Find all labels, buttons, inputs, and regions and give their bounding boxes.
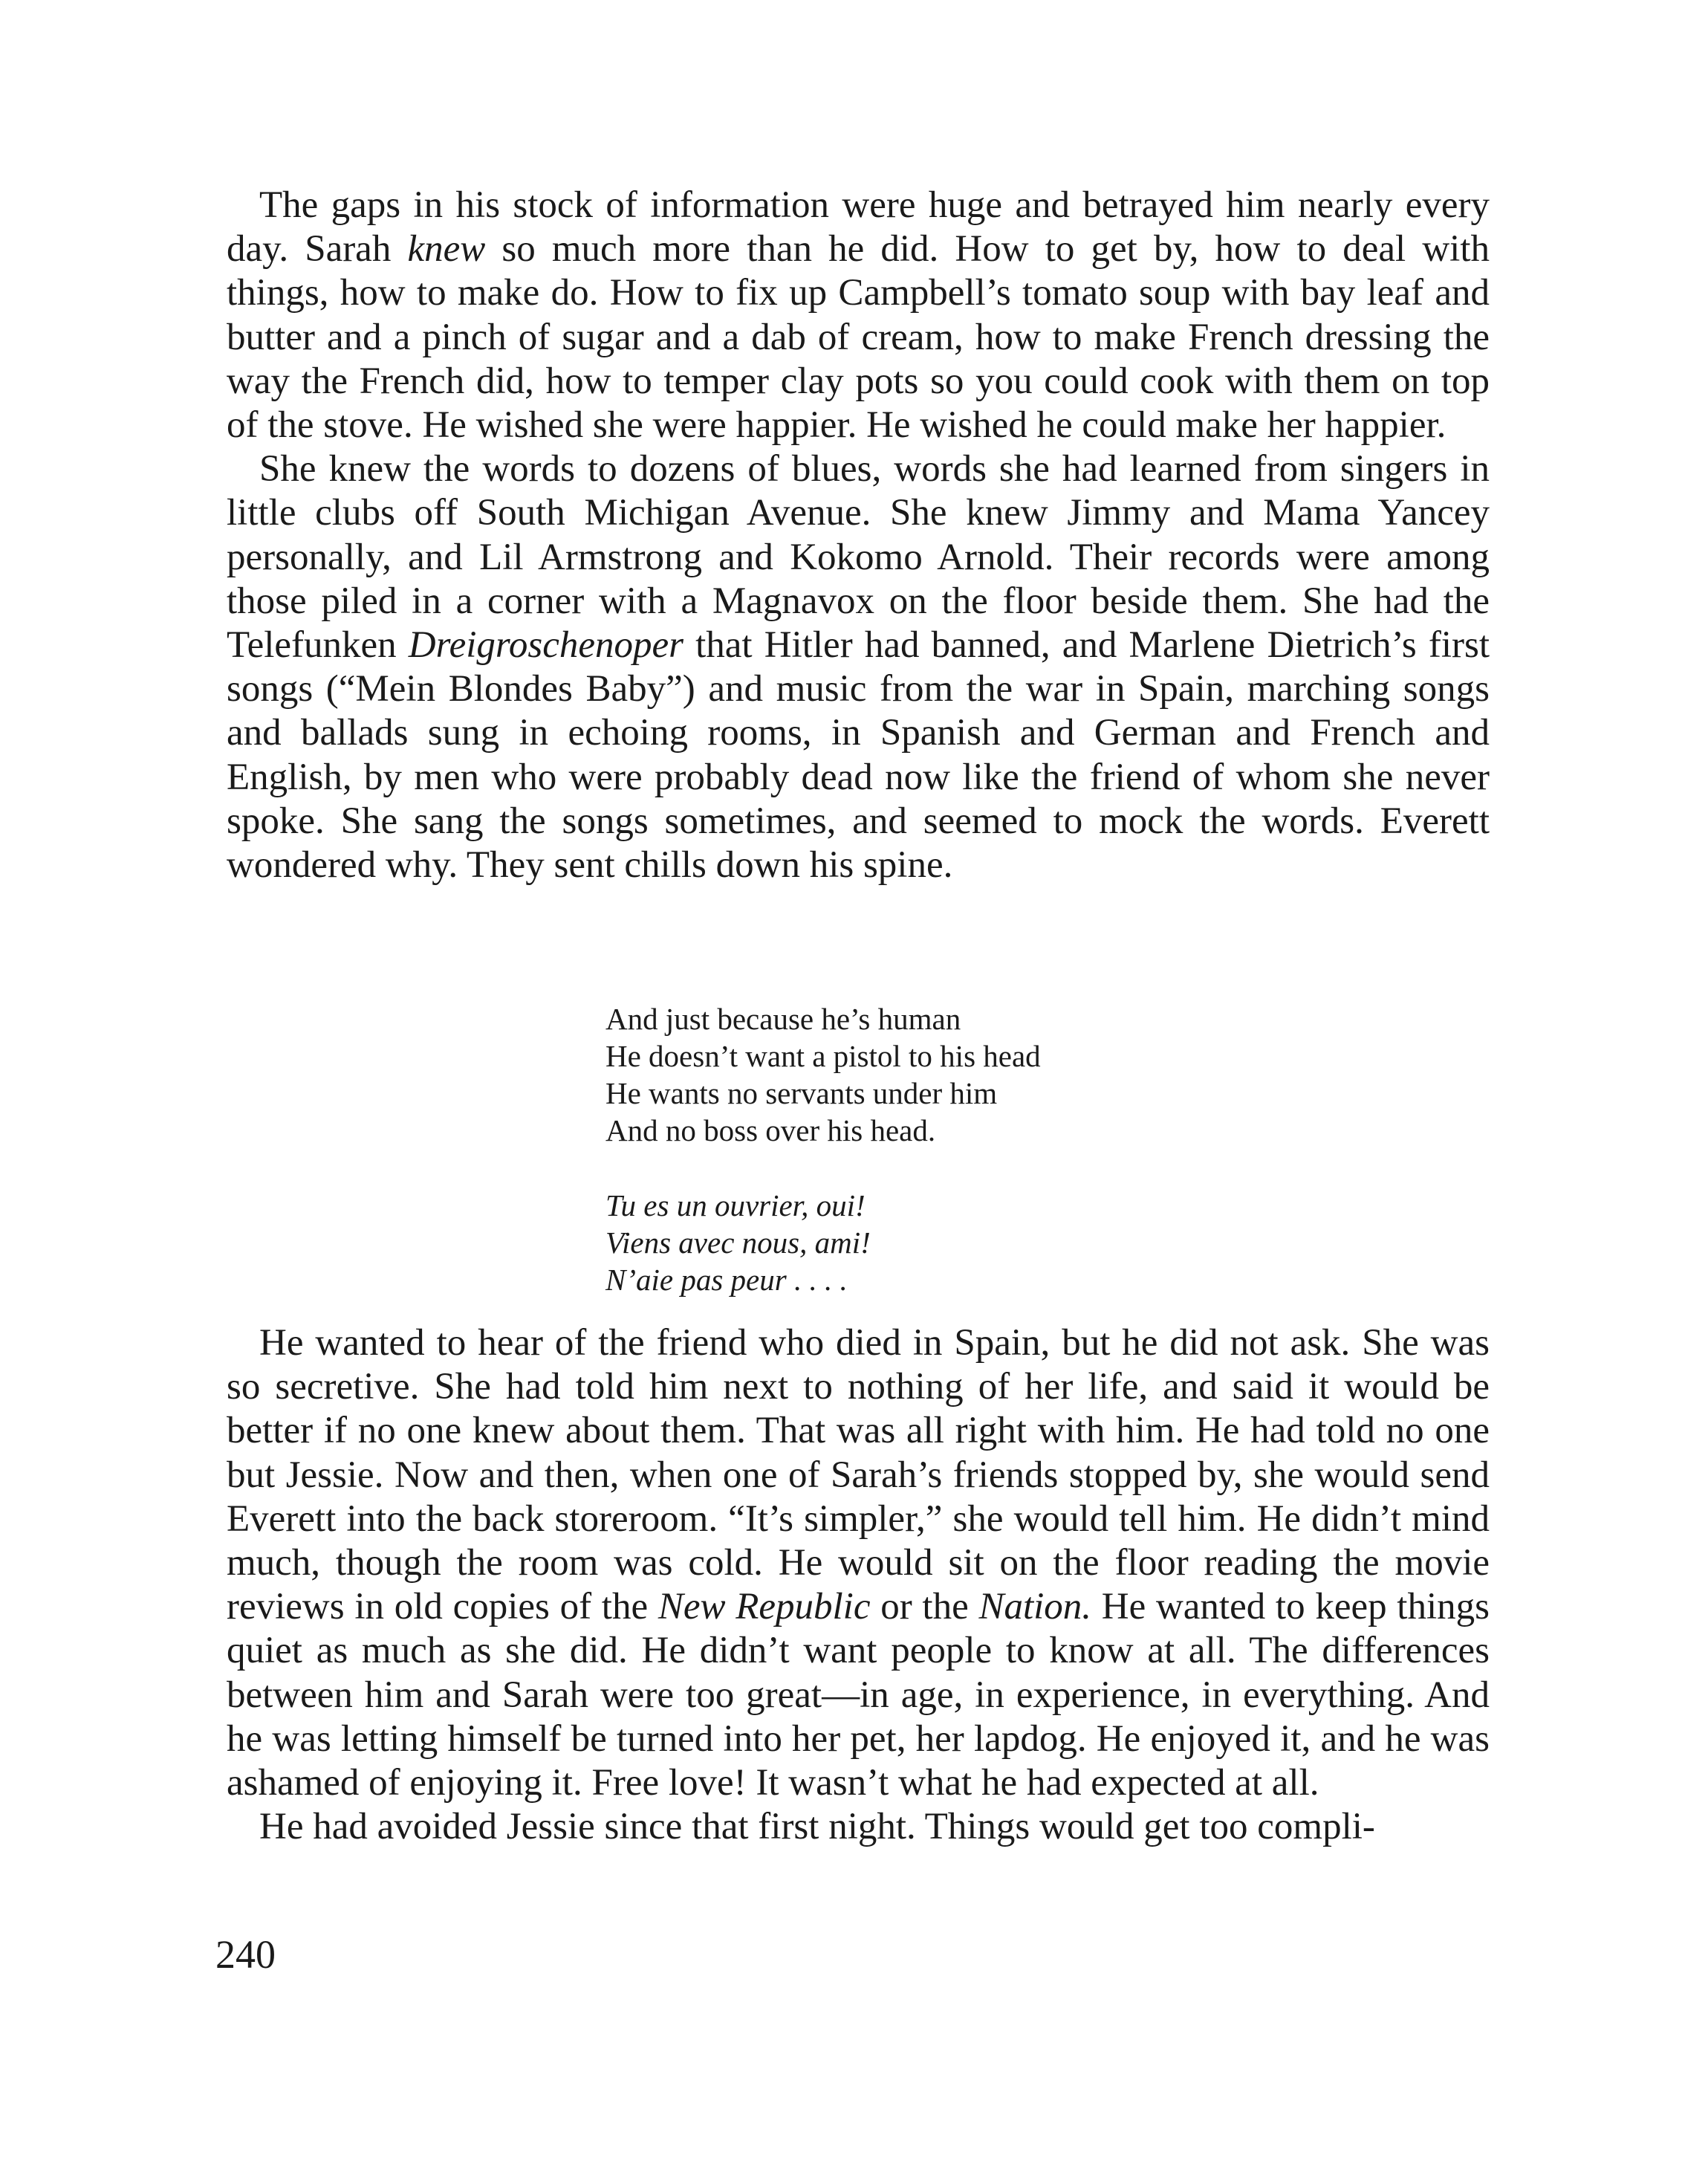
verse-line: Tu es un ouvrier, oui! — [605, 1188, 866, 1222]
text-segment: He wanted to hear of the friend who died in Spain, but he did not ask. She was so secretive. She had told him next to nothing of her life, and said it would be better if no one knew about them. That was all right with him. He had told no one but Jessie. Now and then, when one of Sarah’s friends stopped by, she would send Everett into the back storeroom. “It’s simpler,” she would tell him. He didn’t mind much, though the room was cold. He would sit on the floor reading the movie reviews in old copies of the — [227, 1322, 1490, 1628]
body-text-lower — [227, 1321, 1490, 1849]
page-number: 240 — [215, 1932, 276, 1977]
text-segment: The gaps in his stock of information were huge and betrayed him nearly every day. Sarah — [227, 184, 1490, 271]
verse-line: Viens avec nous, ami! — [605, 1225, 871, 1260]
paragraph-4 — [227, 1805, 1490, 1849]
song-lyrics-english — [605, 1000, 1274, 1149]
paragraph-1 — [227, 184, 1490, 447]
text-segment: that Hitler had banned, and Marlene Dietrich’s first songs (“Mein Blondes Baby”) and music from the war in Spain, marching songs and ballads sung in echoing rooms, in Spanish and German and French and English, by men who were probably dead now like the friend of whom she never spoke. She sang the songs sometimes, and seemed to mock the words. Everett wondered why. They sent chills down his spine. — [227, 624, 1490, 887]
text-segment: He had avoided Jessie since that first night. Things would get too compli- — [259, 1806, 1375, 1848]
text-segment: She knew the words to dozens of blues, words she had learned from singers in little clubs off South Michigan Avenue. She knew Jimmy and Mama Yancey personally, and Lil Armstrong and Kokomo Arnold. Their records were among those piled in a corner with a Magnavox on the floor beside them. She had the Telefunken — [227, 448, 1490, 667]
text-segment: He wanted to keep things quiet as much as she did. He didn’t want people to know at all. The differences between him and Sarah were too great—in age, in experience, in everything. And he was letting himself be turned into her pet, her lapdog. He enjoyed it, and he was ashamed of enjoying it. Free love! It wasn’t what he had expected at all. — [227, 1586, 1490, 1804]
paragraph-3 — [227, 1321, 1490, 1805]
verse-line: And no boss over his head. — [605, 1113, 936, 1147]
verse-line: And just because he’s human — [605, 1002, 961, 1036]
text-segment: or the — [870, 1586, 979, 1628]
italic-text-segment: Nation. — [978, 1586, 1092, 1628]
verse-line: He wants no servants under him — [605, 1076, 998, 1110]
italic-text-segment: New Republic — [657, 1586, 871, 1628]
paragraph-2 — [227, 447, 1490, 887]
song-lyrics-french — [605, 1187, 1274, 1298]
body-text-upper — [227, 184, 1490, 887]
text-segment: so much more than he did. How to get by, how to deal with things, how to make do. How to fix up Campbell’s tomato soup with bay leaf and butter and a pinch of sugar and a dab of cream, how to make French dressing the way the French did, how to temper clay pots so you could cook with them on top of the stove. He wished she were happier. He wished he could make her happier. — [227, 228, 1490, 447]
italic-text-segment: Dreigroschenoper — [408, 624, 683, 667]
verse-line: He doesn’t want a pistol to his head — [605, 1039, 1041, 1073]
italic-text-segment: knew — [407, 228, 486, 271]
verse-line: N’aie pas peur . . . . — [605, 1263, 848, 1297]
